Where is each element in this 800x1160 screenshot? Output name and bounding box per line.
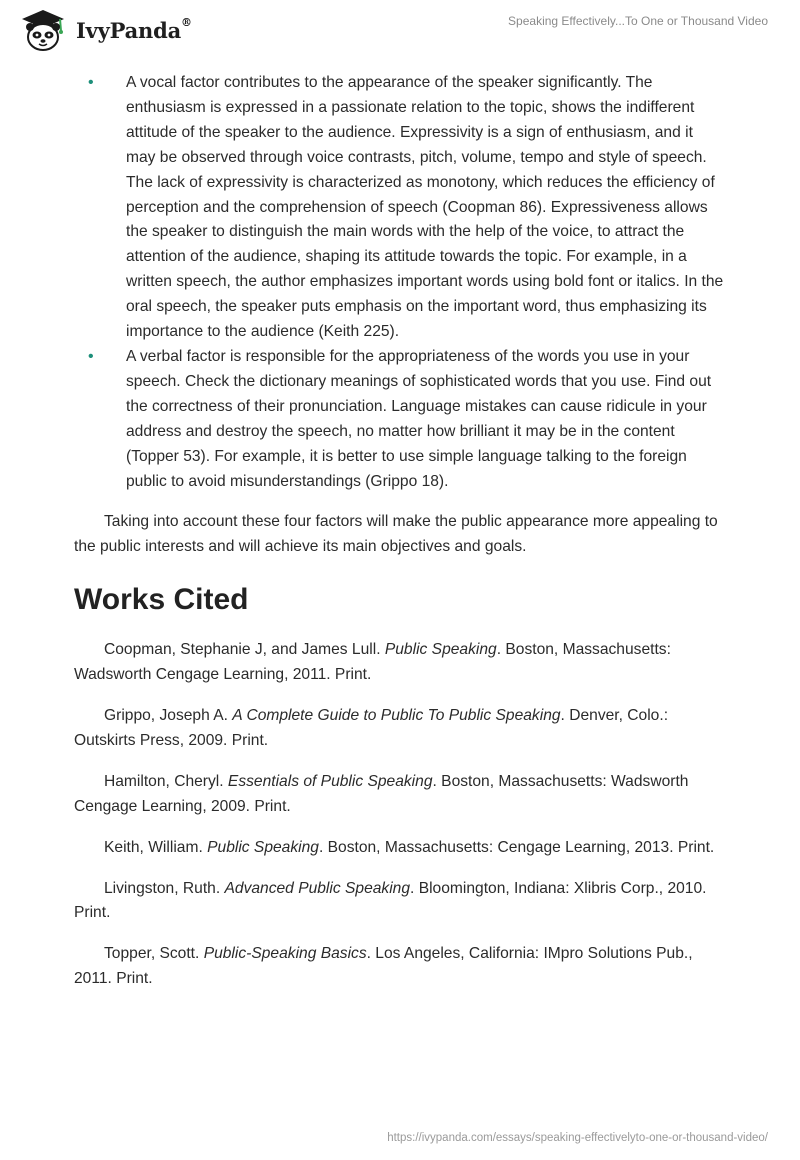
bullet-icon: • bbox=[88, 347, 94, 365]
document-title: Speaking Effectively...To One or Thousand Video bbox=[508, 14, 768, 28]
citation-entry: Coopman, Stephanie J, and James Lull. Public Speaking. Boston, Massachusetts: Wadsworth Cengage Learning, 2011. Print. bbox=[74, 641, 671, 684]
panda-graduate-icon bbox=[14, 7, 72, 53]
ivypanda-logo[interactable] bbox=[14, 8, 214, 52]
page-header bbox=[0, 0, 800, 60]
source-url[interactable]: https://ivypanda.com/essays/speaking-effectivelyto-one-or-thousand-video/ bbox=[387, 1132, 768, 1144]
citation-entry: Livingston, Ruth. Advanced Public Speaking. Bloomington, Indiana: Xlibris Corp., 2010. Print. bbox=[74, 879, 707, 922]
essay-content bbox=[74, 71, 724, 1008]
citation-entry: Topper, Scott. Public-Speaking Basics. Los Angeles, California: IMpro Solutions Pub., 2011. Print. bbox=[74, 945, 693, 988]
logo-wordmark: IvyPanda® bbox=[76, 15, 192, 43]
list-item-text: A verbal factor is responsible for the appropriateness of the words you use in your speech. Check the dictionary meanings of sophisticated words that you use. Find out the correctness of their pronunciation. Language mistakes can cause ridicule in your address and destroy the speech, no matter how brilliant it may be in the content (Topper 53). For example, it is better to use simple language talking to the foreign public to avoid misunderstandings (Grippo 18). bbox=[126, 347, 712, 490]
conclusion-paragraph: Taking into account these four factors will make the public appearance more appealing to the public interests and will achieve its main objectives and goals. bbox=[74, 513, 718, 556]
works-cited-list bbox=[74, 638, 724, 992]
citation-entry: Keith, William. Public Speaking. Boston, Massachusetts: Cengage Learning, 2013. Print. bbox=[104, 838, 715, 856]
citation-entry: Hamilton, Cheryl. Essentials of Public Speaking. Boston, Massachusetts: Wadsworth Cengage Learning, 2009. Print. bbox=[74, 772, 689, 815]
citation-entry: Grippo, Joseph A. A Complete Guide to Public To Public Speaking. Denver, Colo.: Outskirts Press, 2009. Print. bbox=[74, 707, 669, 749]
factor-list bbox=[74, 71, 724, 494]
bullet-icon: • bbox=[88, 74, 94, 91]
list-item-text: A vocal factor contributes to the appearance of the speaker significantly. The enthusiasm is expressed in a passionate relation to the topic, shows the indifferent attitude of the speaker to the audience. Expressivity is a sign of enthusiasm, and it may be observed through voice contrasts, pitch, volume, tempo and style of speech. The lack of expressivity is characterized as monotony, which reduces the efficiency of perception and the comprehension of speech (Coopman 86). Expressiveness allows the speaker to distinguish the main words with the help of the voice, to attract the attention of the audience, shaping its attitude towards the topic. For example, in a written speech, the author emphasizes important words using bold font or italics. In the oral speech, the speaker puts emphasis on the important word, thus emphasizing its importance to the audience (Keith 225). bbox=[126, 74, 724, 341]
list-item bbox=[74, 71, 724, 345]
list-item bbox=[74, 345, 724, 494]
works-cited-heading: Works Cited bbox=[74, 583, 249, 617]
